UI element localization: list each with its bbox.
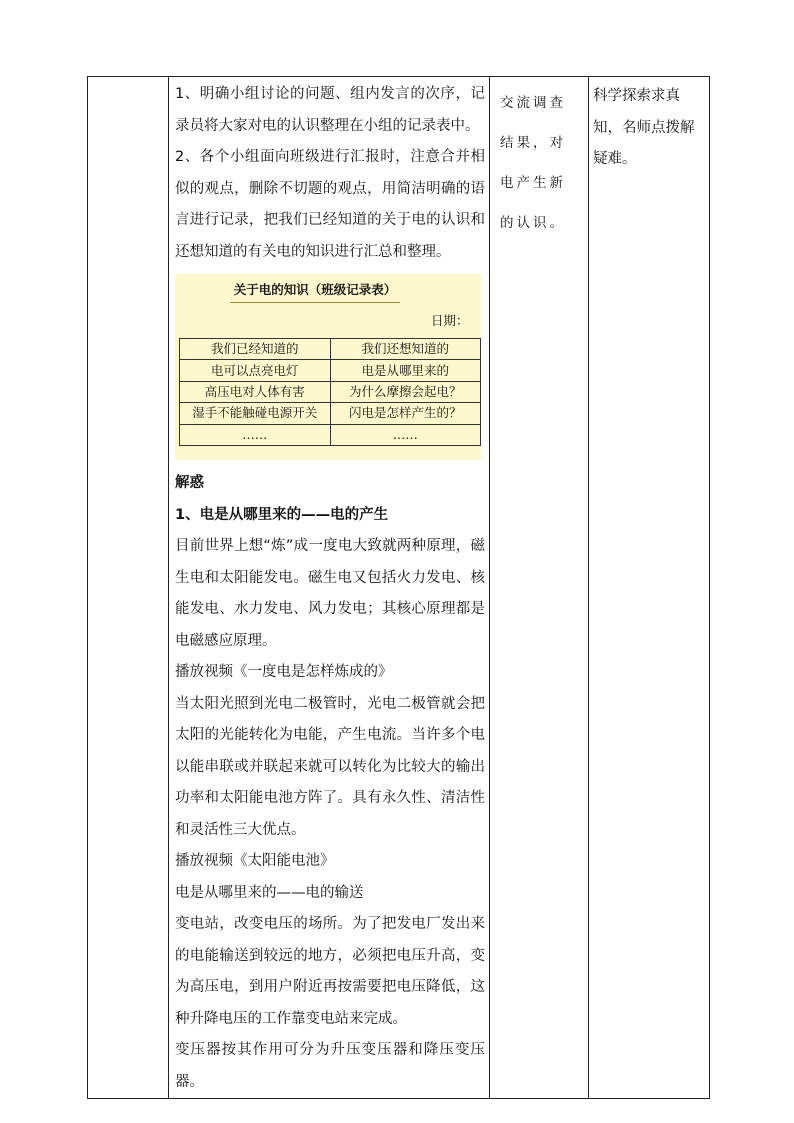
record-sheet-date: 日期： (431, 313, 469, 328)
record-grid (179, 338, 481, 446)
teacher-activity-cell (169, 77, 490, 1099)
record-header-want: 我们还想知道的 (330, 339, 481, 360)
stage-cell (88, 77, 169, 1099)
teacher-activity-content (169, 77, 489, 1098)
lesson-plan-table (87, 76, 710, 1099)
paragraph-substation: 变电站，改变电压的场所。为了把发电厂发出来的电能输送到较远的地方，必须把电压升高，变为高压电，到用户附近再按需要把电压降低，这种升降电压的工作靠变电站来完成。 (175, 916, 485, 1027)
record-cell: 电可以点亮电灯 (180, 360, 331, 381)
step-1: 1、明确小组讨论的问题、组内发言的次序，记录员将大家对电的认识整理在小组的记录表中。 (175, 86, 485, 134)
record-header-known: 我们已经知道的 (180, 339, 331, 360)
record-header-row (180, 339, 481, 360)
video-note-2: 播放视频《太阳能电池》 (175, 853, 335, 869)
paragraph-generation: 目前世界上想“炼”成一度电大致就两种原理，磁生电和太阳能发电。磁生电又包括火力发电、核能发电、水力发电、风力发电；其核心原理都是电磁感应原理。 (175, 538, 485, 649)
lesson-row (88, 77, 710, 1099)
class-record-sheet (175, 274, 481, 460)
record-row (180, 403, 481, 424)
record-row (180, 424, 481, 445)
subsection-title: 1、电是从哪里来的——电的产生 (175, 506, 389, 523)
student-activity-cell (490, 77, 589, 1099)
record-cell: 高压电对人体有害 (180, 381, 331, 402)
design-intent-cell (589, 77, 710, 1099)
subtitle-transmission: 电是从哪里来的——电的输送 (175, 884, 364, 901)
paragraph-solar: 当太阳光照到光电二极管时，光电二极管就会把太阳的光能转化为电能，产生电流。当许多个电以能串联或并联起来就可以转化为比较大的输出功率和太阳能电池方阵了。具有永久性、清洁性和灵活性三大优点。 (175, 695, 485, 838)
record-cell: 为什么摩擦会起电？ (330, 381, 481, 402)
record-row (180, 360, 481, 381)
student-activity-text: 交流调查结果，对电产生新的认识。 (500, 95, 566, 231)
record-cell: …… (330, 424, 481, 445)
record-cell: 电是从哪里来的 (330, 360, 481, 381)
step-2: 2、各个小组面向班级进行汇报时，注意合并相似的观点，删除不切题的观点，用简洁明确的语言进行记录，把我们已经知道的关于电的认识和还想知道的有关电的知识进行汇总和整理。 (175, 149, 485, 260)
video-note-1: 播放视频《一度电是怎样炼成的》 (175, 664, 393, 680)
record-cell: 闪电是怎样产生的？ (330, 403, 481, 424)
record-sheet-title: 关于电的知识（班级记录表） (230, 280, 400, 303)
record-cell: 湿手不能触碰电源开关 (180, 403, 331, 424)
section-title: 解惑 (175, 475, 204, 491)
paragraph-transformer: 变压器按其作用可分为升压变压器和降压变压器。 (175, 1042, 485, 1090)
design-intent-text: 科学探索求真知，名师点拨解疑难。 (593, 88, 695, 167)
record-row (180, 381, 481, 402)
record-cell: …… (180, 424, 331, 445)
